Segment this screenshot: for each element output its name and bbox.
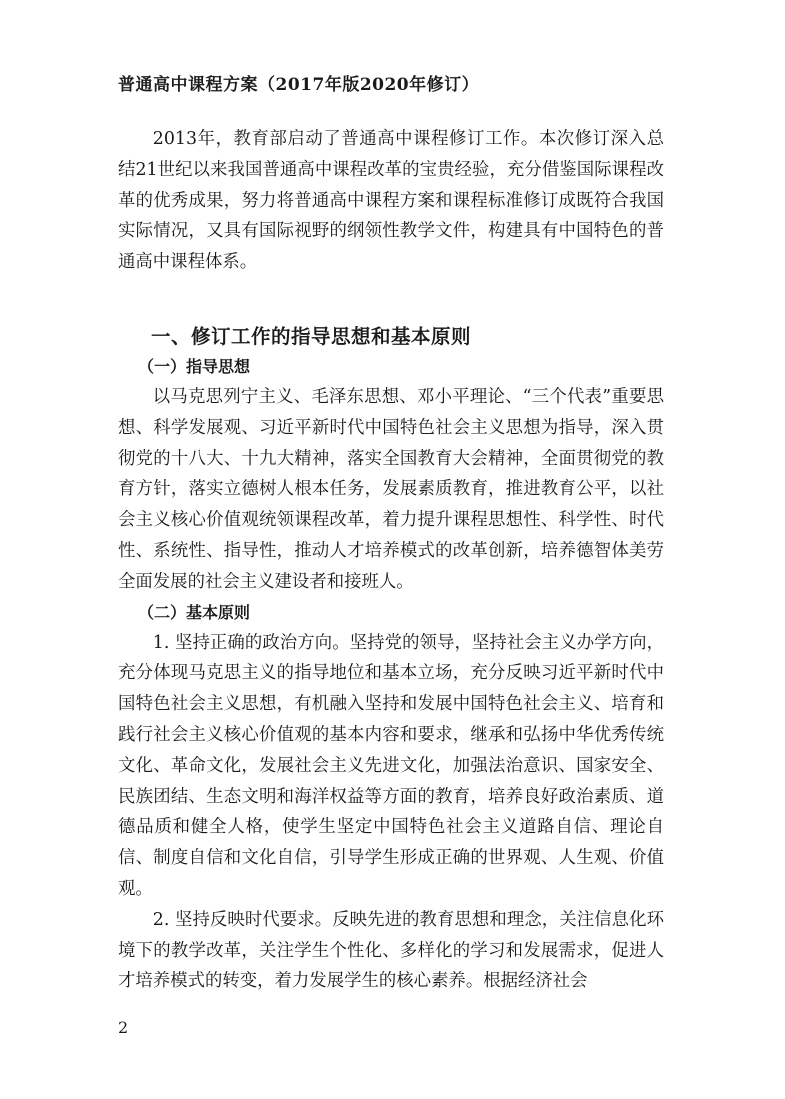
- guiding-ideology-paragraph: 以马克思列宁主义、毛泽东思想、邓小平理论、“三个代表”重要思想、科学发展观、习近平新时代中国特色社会主义思想为指导，深入贯彻党的十八大、十九大精神，落实全国教育大会精神，全面贯彻党的教育方针，落实立德树人根本任务，发展素质教育，推进教育公平，以社会主义核心价值观统领课程改革，着力提升课程思想性、科学性、时代性、系统性、指导性，推动人才培养模式的改革创新，培养德智体美劳全面发展的社会主义建设者和接班人。: [118, 386, 664, 592]
- section-heading: 一、修订工作的指导思想和基本原则: [151, 324, 472, 348]
- intro-paragraph: 2013年，教育部启动了普通高中课程修订工作。本次修订深入总结21世纪以来我国普通高中课程改革的宝贵经验，充分借鉴国际课程改革的优秀成果，努力将普通高中课程方案和课程标准修订成既符合我国实际情况，又具有国际视野的纲领性教学文件，构建具有中国特色的普通高中课程体系。: [118, 129, 664, 273]
- subsection-heading-basic-principles: （二）基本原则: [138, 602, 251, 622]
- running-header: 普通高中课程方案（2017年版2020年修订）: [118, 75, 480, 95]
- principle-paragraph-1: 1. 坚持正确的政治方向。坚持党的领导，坚持社会主义办学方向，充分体现马克思主义的指导地位和基本立场，充分反映习近平新时代中国特色社会主义思想，有机融入坚持和发展中国特色社会主义、培育和践行社会主义核心价值观的基本内容和要求，继承和弘扬中华优秀传统文化、革命文化，发展社会主义先进文化，加强法治意识、国家安全、民族团结、生态文明和海洋权益等方面的教育，培养良好政治素质、道德品质和健全人格，使学生坚定中国特色社会主义道路自信、理论自信、制度自信和文化自信，引导学生形成正确的世界观、人生观、价值观。: [118, 632, 664, 899]
- principle-paragraph-2: 2. 坚持反映时代要求。反映先进的教育思想和理念，关注信息化环境下的教学改革，关注学生个性化、多样化的学习和发展需求，促进人才培养模式的转变，着力发展学生的核心素养。根据经济社会: [118, 909, 664, 992]
- page-body: [118, 124, 664, 997]
- subsection-heading-guiding-ideology: （一）指导思想: [138, 356, 251, 376]
- page-number: 2: [118, 1018, 129, 1037]
